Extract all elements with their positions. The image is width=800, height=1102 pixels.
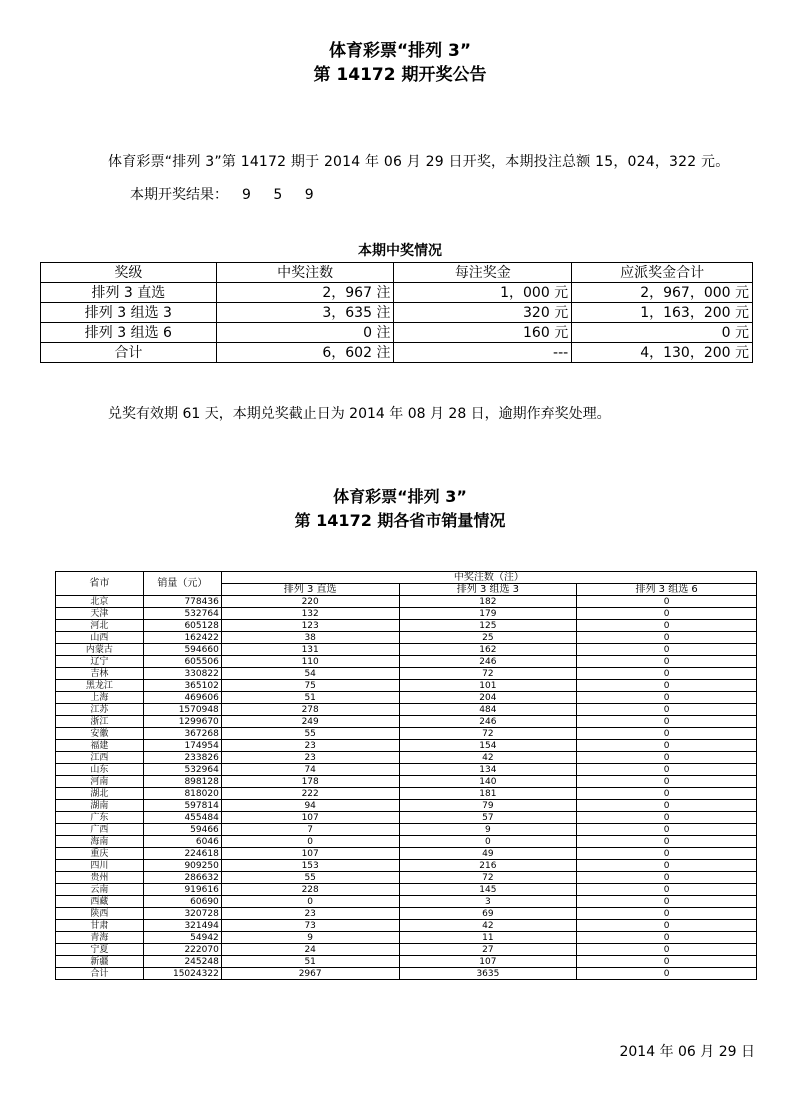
group6-count-cell: 0	[577, 968, 757, 980]
direct-count-cell: 55	[221, 872, 399, 884]
direct-count-cell: 51	[221, 692, 399, 704]
sales-cell: 778436	[143, 596, 221, 608]
sales-cell: 320728	[143, 908, 221, 920]
group6-count-cell: 0	[577, 848, 757, 860]
province-cell: 福建	[56, 740, 144, 752]
announcement-subtitle: 第 14172 期开奖公告	[313, 65, 487, 85]
group6-count-cell: 0	[577, 608, 757, 620]
prize-header-total: 应派奖金合计	[572, 263, 753, 283]
sales-cell: 6046	[143, 836, 221, 848]
sales-cell: 818020	[143, 788, 221, 800]
province-cell: 上海	[56, 692, 144, 704]
table-row	[56, 620, 757, 632]
prize-table	[40, 262, 753, 363]
sales-header-direct: 排列 3 直选	[221, 584, 399, 596]
table-row	[56, 932, 757, 944]
group6-count-cell: 0	[577, 632, 757, 644]
group3-count-cell: 134	[399, 764, 577, 776]
direct-count-cell: 0	[221, 836, 399, 848]
province-cell: 宁夏	[56, 944, 144, 956]
prize-level: 排列 3 组选 3	[41, 303, 217, 323]
group6-count-cell: 0	[577, 956, 757, 968]
table-row	[56, 644, 757, 656]
table-row	[56, 776, 757, 788]
sales-cell: 60690	[143, 896, 221, 908]
table-row	[56, 812, 757, 824]
sales-cell: 532964	[143, 764, 221, 776]
group6-count-cell: 0	[577, 872, 757, 884]
table-row	[56, 764, 757, 776]
table-row	[56, 596, 757, 608]
validity-notice: 兑奖有效期 61 天，本期兑奖截止日为 2014 年 08 月 28 日，逾期作弃奖处理。	[108, 406, 611, 422]
direct-count-cell: 132	[221, 608, 399, 620]
group6-count-cell: 0	[577, 896, 757, 908]
direct-count-cell: 7	[221, 824, 399, 836]
sales-cell: 222070	[143, 944, 221, 956]
intro-paragraph: 体育彩票“排列 3”第 14172 期于 2014 年 06 月 29 日开奖，本期投注总额 15，024，322 元。	[108, 154, 730, 170]
prize-count: 0 注	[216, 323, 394, 343]
group6-count-cell: 0	[577, 740, 757, 752]
sales-cell: 898128	[143, 776, 221, 788]
group6-count-cell: 0	[577, 704, 757, 716]
sales-cell: 174954	[143, 740, 221, 752]
group3-count-cell: 154	[399, 740, 577, 752]
table-row	[56, 848, 757, 860]
province-cell: 吉林	[56, 668, 144, 680]
group3-count-cell: 57	[399, 812, 577, 824]
sales-subtitle: 第 14172 期各省市销量情况	[294, 511, 506, 530]
group6-count-cell: 0	[577, 716, 757, 728]
sales-cell: 59466	[143, 824, 221, 836]
sales-header-province: 省市	[56, 572, 144, 596]
prize-header-count: 中奖注数	[216, 263, 394, 283]
province-cell: 云南	[56, 884, 144, 896]
group3-count-cell: 101	[399, 680, 577, 692]
province-cell: 安徽	[56, 728, 144, 740]
sales-header-group3: 排列 3 组选 3	[399, 584, 577, 596]
table-row	[56, 920, 757, 932]
table-row	[56, 740, 757, 752]
group6-count-cell: 0	[577, 800, 757, 812]
table-row	[56, 752, 757, 764]
province-cell: 浙江	[56, 716, 144, 728]
direct-count-cell: 222	[221, 788, 399, 800]
table-row	[56, 968, 757, 980]
direct-count-cell: 228	[221, 884, 399, 896]
table-row	[41, 323, 753, 343]
group6-count-cell: 0	[577, 884, 757, 896]
table-row	[56, 656, 757, 668]
province-cell: 内蒙古	[56, 644, 144, 656]
sales-cell: 162422	[143, 632, 221, 644]
sales-cell: 597814	[143, 800, 221, 812]
table-row	[56, 944, 757, 956]
prize-header-prize: 每注奖金	[394, 263, 572, 283]
direct-count-cell: 178	[221, 776, 399, 788]
prize-level: 合计	[41, 343, 217, 363]
table-row	[56, 836, 757, 848]
province-cell: 天津	[56, 608, 144, 620]
direct-count-cell: 23	[221, 740, 399, 752]
prize-total: 1，163，200 元	[572, 303, 753, 323]
group3-count-cell: 140	[399, 776, 577, 788]
group3-count-cell: 246	[399, 656, 577, 668]
province-cell: 山东	[56, 764, 144, 776]
table-row	[56, 872, 757, 884]
province-cell: 新疆	[56, 956, 144, 968]
province-cell: 合计	[56, 968, 144, 980]
group3-count-cell: 216	[399, 860, 577, 872]
group3-count-cell: 0	[399, 836, 577, 848]
prize-count: 2，967 注	[216, 283, 394, 303]
sales-cell: 245248	[143, 956, 221, 968]
group3-count-cell: 79	[399, 800, 577, 812]
direct-count-cell: 107	[221, 848, 399, 860]
table-row	[56, 824, 757, 836]
group3-count-cell: 107	[399, 956, 577, 968]
group3-count-cell: 181	[399, 788, 577, 800]
province-cell: 山西	[56, 632, 144, 644]
prize-amount: 320 元	[394, 303, 572, 323]
group3-count-cell: 3	[399, 896, 577, 908]
province-cell: 广东	[56, 812, 144, 824]
prize-header-level: 奖级	[41, 263, 217, 283]
table-row	[41, 303, 753, 323]
table-row	[56, 704, 757, 716]
prize-count: 6，602 注	[216, 343, 394, 363]
province-cell: 湖南	[56, 800, 144, 812]
table-row	[56, 692, 757, 704]
direct-count-cell: 75	[221, 680, 399, 692]
group6-count-cell: 0	[577, 728, 757, 740]
province-cell: 青海	[56, 932, 144, 944]
group3-count-cell: 145	[399, 884, 577, 896]
direct-count-cell: 131	[221, 644, 399, 656]
group6-count-cell: 0	[577, 596, 757, 608]
sales-cell: 15024322	[143, 968, 221, 980]
sales-cell: 1570948	[143, 704, 221, 716]
group3-count-cell: 182	[399, 596, 577, 608]
province-cell: 黑龙江	[56, 680, 144, 692]
group3-count-cell: 3635	[399, 968, 577, 980]
group3-count-cell: 42	[399, 752, 577, 764]
prize-table-title: 本期中奖情况	[358, 243, 442, 259]
group3-count-cell: 27	[399, 944, 577, 956]
prize-total: 0 元	[572, 323, 753, 343]
prize-count: 3，635 注	[216, 303, 394, 323]
group3-count-cell: 69	[399, 908, 577, 920]
province-cell: 甘肃	[56, 920, 144, 932]
group3-count-cell: 11	[399, 932, 577, 944]
group6-count-cell: 0	[577, 776, 757, 788]
direct-count-cell: 23	[221, 752, 399, 764]
footer-date: 2014 年 06 月 29 日	[619, 1044, 755, 1060]
province-cell: 广西	[56, 824, 144, 836]
group6-count-cell: 0	[577, 932, 757, 944]
group3-count-cell: 204	[399, 692, 577, 704]
group6-count-cell: 0	[577, 644, 757, 656]
group6-count-cell: 0	[577, 944, 757, 956]
sales-cell: 54942	[143, 932, 221, 944]
table-row	[41, 343, 753, 363]
sales-cell: 286632	[143, 872, 221, 884]
group6-count-cell: 0	[577, 680, 757, 692]
table-row	[56, 668, 757, 680]
prize-table-header	[41, 263, 753, 283]
direct-count-cell: 249	[221, 716, 399, 728]
group3-count-cell: 42	[399, 920, 577, 932]
group3-count-cell: 125	[399, 620, 577, 632]
table-row	[56, 884, 757, 896]
direct-count-cell: 55	[221, 728, 399, 740]
direct-count-cell: 73	[221, 920, 399, 932]
direct-count-cell: 24	[221, 944, 399, 956]
sales-title: 体育彩票“排列 3”	[333, 487, 467, 506]
prize-amount: ---	[394, 343, 572, 363]
group6-count-cell: 0	[577, 812, 757, 824]
group6-count-cell: 0	[577, 752, 757, 764]
group6-count-cell: 0	[577, 824, 757, 836]
table-row	[56, 800, 757, 812]
sales-header-winning-count: 中奖注数（注）	[221, 572, 756, 584]
sales-header-sales: 销量（元）	[143, 572, 221, 596]
province-cell: 湖北	[56, 788, 144, 800]
sales-cell: 1299670	[143, 716, 221, 728]
group3-count-cell: 72	[399, 872, 577, 884]
province-cell: 陕西	[56, 908, 144, 920]
group3-count-cell: 484	[399, 704, 577, 716]
sales-cell: 367268	[143, 728, 221, 740]
table-row	[56, 956, 757, 968]
group6-count-cell: 0	[577, 668, 757, 680]
group6-count-cell: 0	[577, 908, 757, 920]
sales-table-header	[56, 572, 757, 584]
direct-count-cell: 278	[221, 704, 399, 716]
group3-count-cell: 72	[399, 728, 577, 740]
table-row	[56, 608, 757, 620]
group3-count-cell: 49	[399, 848, 577, 860]
group3-count-cell: 162	[399, 644, 577, 656]
table-row	[56, 728, 757, 740]
province-cell: 四川	[56, 860, 144, 872]
direct-count-cell: 110	[221, 656, 399, 668]
group6-count-cell: 0	[577, 620, 757, 632]
direct-count-cell: 2967	[221, 968, 399, 980]
province-cell: 重庆	[56, 848, 144, 860]
direct-count-cell: 0	[221, 896, 399, 908]
group6-count-cell: 0	[577, 788, 757, 800]
direct-count-cell: 123	[221, 620, 399, 632]
group3-count-cell: 72	[399, 668, 577, 680]
sales-table	[55, 571, 757, 980]
group6-count-cell: 0	[577, 764, 757, 776]
prize-level: 排列 3 直选	[41, 283, 217, 303]
group3-count-cell: 9	[399, 824, 577, 836]
province-cell: 辽宁	[56, 656, 144, 668]
province-cell: 西藏	[56, 896, 144, 908]
sales-cell: 224618	[143, 848, 221, 860]
sales-header-group6: 排列 3 组选 6	[577, 584, 757, 596]
direct-count-cell: 107	[221, 812, 399, 824]
direct-count-cell: 74	[221, 764, 399, 776]
sales-cell: 919616	[143, 884, 221, 896]
group3-count-cell: 246	[399, 716, 577, 728]
table-row	[41, 283, 753, 303]
province-cell: 河北	[56, 620, 144, 632]
table-row	[56, 860, 757, 872]
draw-result	[130, 184, 323, 204]
province-cell: 贵州	[56, 872, 144, 884]
province-cell: 江西	[56, 752, 144, 764]
group3-count-cell: 179	[399, 608, 577, 620]
province-cell: 海南	[56, 836, 144, 848]
table-row	[56, 716, 757, 728]
group3-count-cell: 25	[399, 632, 577, 644]
table-row	[56, 896, 757, 908]
sales-table-body	[56, 596, 757, 980]
sales-cell: 605128	[143, 620, 221, 632]
table-row	[56, 908, 757, 920]
sales-cell: 321494	[143, 920, 221, 932]
direct-count-cell: 23	[221, 908, 399, 920]
table-row	[56, 788, 757, 800]
group6-count-cell: 0	[577, 860, 757, 872]
draw-result-numbers: 9 5 9	[242, 187, 323, 203]
announcement-title: 体育彩票“排列 3”	[328, 41, 472, 61]
direct-count-cell: 38	[221, 632, 399, 644]
prize-total: 4，130，200 元	[572, 343, 753, 363]
sales-cell: 469606	[143, 692, 221, 704]
sales-cell: 330822	[143, 668, 221, 680]
province-cell: 北京	[56, 596, 144, 608]
sales-cell: 455484	[143, 812, 221, 824]
direct-count-cell: 54	[221, 668, 399, 680]
direct-count-cell: 94	[221, 800, 399, 812]
prize-total: 2，967，000 元	[572, 283, 753, 303]
sales-cell: 605506	[143, 656, 221, 668]
prize-amount: 1，000 元	[394, 283, 572, 303]
prize-amount: 160 元	[394, 323, 572, 343]
group6-count-cell: 0	[577, 836, 757, 848]
table-row	[56, 680, 757, 692]
province-cell: 江苏	[56, 704, 144, 716]
sales-cell: 594660	[143, 644, 221, 656]
table-row	[56, 632, 757, 644]
group6-count-cell: 0	[577, 920, 757, 932]
group6-count-cell: 0	[577, 692, 757, 704]
province-cell: 河南	[56, 776, 144, 788]
sales-cell: 909250	[143, 860, 221, 872]
sales-cell: 233826	[143, 752, 221, 764]
direct-count-cell: 51	[221, 956, 399, 968]
prize-level: 排列 3 组选 6	[41, 323, 217, 343]
draw-result-label: 本期开奖结果：	[130, 187, 228, 203]
group6-count-cell: 0	[577, 656, 757, 668]
direct-count-cell: 220	[221, 596, 399, 608]
direct-count-cell: 153	[221, 860, 399, 872]
sales-cell: 365102	[143, 680, 221, 692]
direct-count-cell: 9	[221, 932, 399, 944]
sales-cell: 532764	[143, 608, 221, 620]
